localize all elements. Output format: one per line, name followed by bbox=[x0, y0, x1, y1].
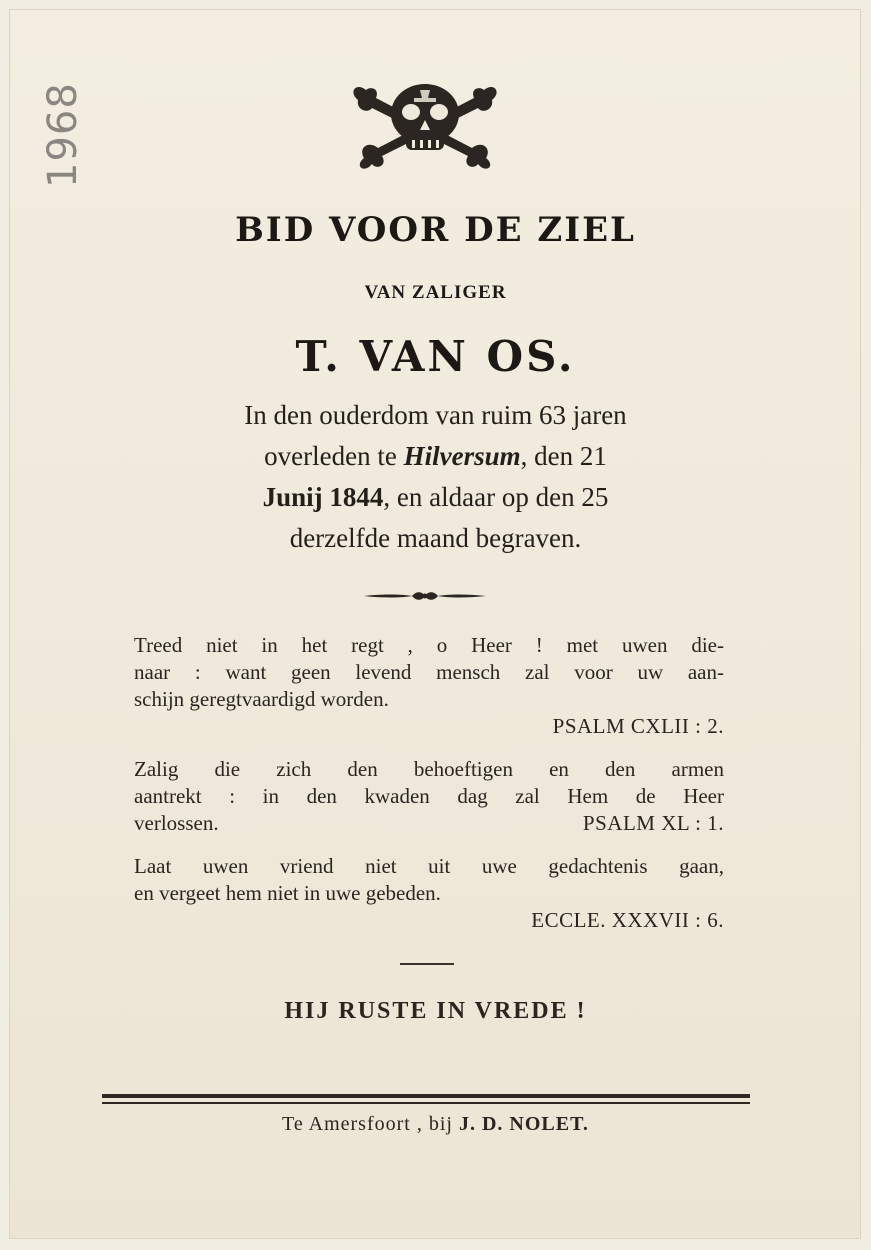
obituary-text bbox=[140, 395, 731, 559]
obituary-line bbox=[140, 436, 731, 477]
verse-line: en vergeet hem niet in uwe gebeden. bbox=[134, 881, 441, 905]
verse-line bbox=[134, 810, 724, 837]
ornament-divider bbox=[362, 588, 488, 604]
verse-line-text: verlossen. bbox=[134, 811, 219, 835]
verse-reference: ECCLE. XXXVII : 6. bbox=[531, 908, 724, 932]
verse-2 bbox=[134, 756, 724, 837]
verse-1 bbox=[134, 632, 724, 740]
handwritten-note: 1968 bbox=[40, 82, 86, 188]
obituary-text-part: overleden te bbox=[264, 441, 404, 471]
verse-line: Zalig die zich den behoeftigen en den armen bbox=[134, 757, 724, 781]
verse-reference: PSALM XL : 1. bbox=[582, 811, 724, 835]
double-rule-thick bbox=[102, 1094, 750, 1098]
imprint-prefix: Te Amersfoort , bij bbox=[282, 1113, 459, 1135]
closing-phrase: HIJ RUSTE IN VREDE ! bbox=[284, 998, 587, 1024]
obituary-text-part: , en aldaar op den 25 bbox=[383, 482, 609, 512]
title: BID VOOR DE ZIEL bbox=[235, 210, 636, 250]
verse-line: Laat uwen vriend niet uit uwe gedachtenis gaan, bbox=[134, 854, 724, 878]
memorial-card bbox=[10, 10, 860, 1238]
obituary-line: derzelfde maand begraven. bbox=[289, 523, 582, 553]
printer-imprint bbox=[10, 1113, 861, 1136]
obituary-line: In den ouderdom van ruim 63 jaren bbox=[244, 400, 627, 430]
deceased-name: T. VAN OS. bbox=[295, 332, 576, 381]
obituary-text-part: , den 21 bbox=[520, 441, 607, 471]
verse-line: aantrekt : in den kwaden dag zal Hem de Heer bbox=[134, 784, 724, 808]
short-divider bbox=[400, 963, 454, 965]
place-name: Hilversum bbox=[403, 441, 521, 471]
verse-line: schijn geregtvaardigd worden. bbox=[134, 687, 389, 711]
verse-line: naar : want geen levend mensch zal voor uw aan- bbox=[134, 660, 724, 684]
skull-crossbones-icon bbox=[340, 78, 510, 170]
obituary-line bbox=[140, 477, 731, 518]
subtitle: VAN ZALIGER bbox=[364, 282, 507, 303]
verse-reference: PSALM CXLII : 2. bbox=[552, 714, 724, 738]
death-date: Junij 1844 bbox=[262, 482, 384, 512]
verse-line: Treed niet in het regt , o Heer ! met uwen die- bbox=[134, 633, 724, 657]
verse-3 bbox=[134, 853, 724, 934]
double-rule-thin bbox=[102, 1102, 750, 1104]
publisher-name: J. D. NOLET. bbox=[458, 1113, 589, 1135]
